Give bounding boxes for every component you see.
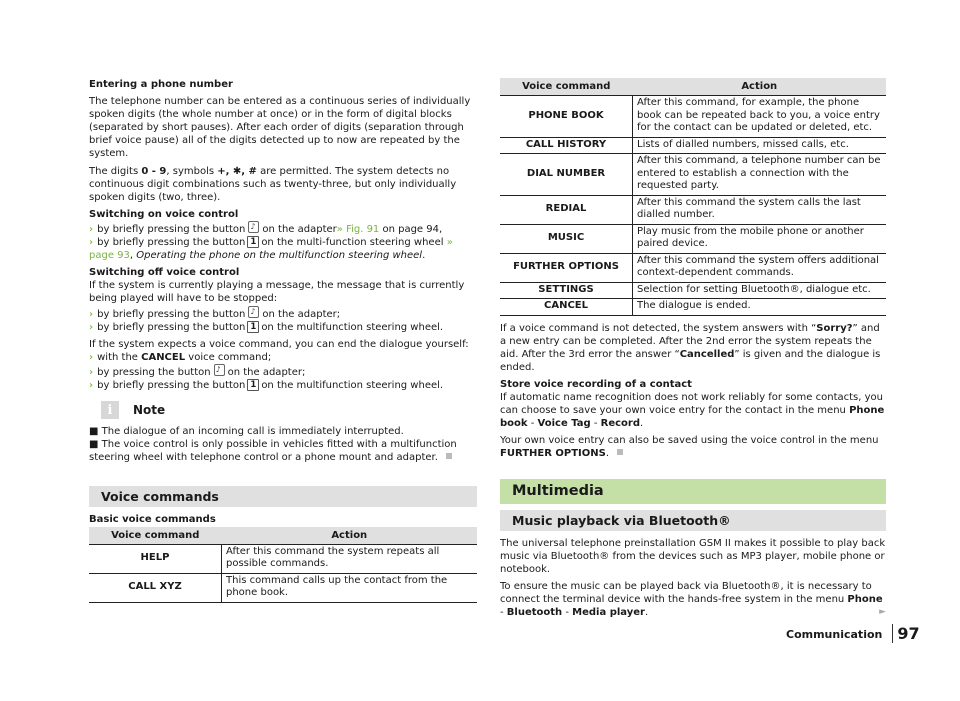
store-paragraph: If automatic name recognition does not work reliably for some contacts, you can choose to save your own voice entry for the contact in the menu Phone book - Voice Tag - Record. [500, 392, 885, 430]
footer-section-label: Communication [786, 628, 883, 641]
on-bullet-1: › by briefly pressing the button♪ on the adapter» Fig. 91 on page 94, [89, 221, 477, 236]
adapter-button-icon [248, 306, 259, 318]
basic-voice-commands-heading: Basic voice commands [89, 514, 216, 526]
table-row: CALL HISTORY Lists of dialled numbers, missed calls, etc. [500, 137, 886, 154]
off-c-bullet-3: › by briefly pressing the button 1 on the multifunction steering wheel. [89, 379, 444, 391]
left-column [89, 78, 477, 603]
note-header [89, 401, 477, 419]
note-item-2: ■ The voice control is only possible in vehicles fitted with a multifunction steering wheel with telephone control or a phone mount and adapter. [89, 439, 457, 464]
table-row: REDIAL After this command the system calls the last dialled number. [500, 195, 886, 224]
table-row: DIAL NUMBER After this command, a telephone number can be entered to establish a connection with the requested party. [500, 154, 886, 196]
end-marker-icon [446, 453, 452, 459]
table-header-command: Voice command [89, 527, 222, 545]
table-row: MUSIC Play music from the mobile phone or another paired device. [500, 224, 886, 253]
music-paragraph-2: To ensure the music can be played back via Bluetooth®, it is necessary to connect the terminal device with the hands-free system in the menu Phone - Bluetooth - Media player. ► [500, 581, 886, 619]
page-number: 97 [892, 624, 919, 643]
music-playback-bar: Music playback via Bluetooth® [500, 510, 886, 531]
fig-91-link[interactable]: » Fig. 91 [336, 223, 380, 235]
switch-on-heading: Switching on voice control [89, 208, 239, 220]
off-c-bullet-1: › with the CANCEL voice command; [89, 351, 272, 363]
continue-arrow-icon: ► [879, 607, 886, 618]
table-row: PHONE BOOK After this command, for example, the phone book can be repeated back to you, a voice entry for the contact can be updated or deleted, etc. [500, 96, 886, 138]
adapter-button-icon [214, 364, 225, 376]
end-marker-icon [617, 449, 623, 455]
key-1-icon: 1 [247, 321, 259, 333]
key-1-icon: 1 [247, 236, 259, 248]
entering-paragraph: The telephone number can be entered as a continuous series of individually spoken digits (the whole number at once) or in the form of digital blocks (separated by short pauses). After each order of digits (separation through brief voice pause) all of the digits detected up to now are repeated by the system. [89, 96, 471, 160]
page-footer [786, 624, 920, 643]
store-heading: Store voice recording of a contact [500, 378, 692, 390]
on-bullet-2: › by briefly pressing the button 1 on the multi-function steering wheel » page 93, Operating the phone on the multifunction steering wheel. [89, 237, 453, 262]
page-93-link[interactable]: » page 93 [89, 237, 453, 262]
table-row: CANCEL The dialogue is ended. [500, 299, 886, 316]
table-row: CALL XYZ This command calls up the contact from the phone book. [89, 573, 477, 602]
table-row: HELP After this command the system repeats all possible commands. [89, 544, 477, 573]
right-column [500, 78, 886, 623]
note-item-1: ■ The dialogue of an incoming call is immediately interrupted. [89, 426, 404, 438]
table-header-command: Voice command [500, 78, 633, 96]
key-1-icon: 1 [247, 379, 259, 391]
table-row: FURTHER OPTIONS After this command the system offers additional context-dependent commands. [500, 253, 886, 282]
note-title: Note [133, 402, 166, 417]
table-header-action: Action [633, 78, 887, 96]
music-paragraph-1: The universal telephone preinstallation GSM II makes it possible to play back music via Bluetooth® from the devices such as MP3 player, mobile phone or notebook. [500, 537, 886, 575]
off-paragraph-1: If the system is currently playing a message, the message that is currently being played will have to be stopped: [89, 280, 465, 305]
voice-commands-bar: Voice commands [89, 486, 477, 507]
info-icon: i [101, 401, 119, 419]
off-bullet-2: › by briefly pressing the button 1 on the multifunction steering wheel. [89, 321, 444, 333]
own-entry-paragraph: Your own voice entry can also be saved using the voice control in the menu FURTHER OPTIONS. [500, 435, 879, 460]
table-row: SETTINGS Selection for setting Bluetooth®, dialogue etc. [500, 282, 886, 299]
off-c-bullet-2: › by pressing the button♪ on the adapter; [89, 364, 477, 379]
off-bullet-1: › by briefly pressing the button♪ on the adapter; [89, 306, 477, 321]
switch-off-heading: Switching off voice control [89, 267, 240, 279]
off-paragraph-2: If the system expects a voice command, you can end the dialogue yourself: [89, 338, 469, 350]
table-header-action: Action [222, 527, 478, 545]
basic-commands-table [89, 527, 477, 603]
adapter-button-icon [248, 221, 259, 233]
not-detected-paragraph: If a voice command is not detected, the system answers with “Sorry?” and a new entry can be completed. After the 2nd error the system repeats the aid. After the 3rd error the answer “Cancelled” is given and the dialogue is ended. [500, 322, 881, 373]
multimedia-bar: Multimedia [500, 479, 886, 504]
entering-heading: Entering a phone number [89, 79, 233, 90]
digits-paragraph: The digits 0 - 9, symbols +, ✱, # are permitted. The system detects no continuous digit combinations such as twenty-three, but only individually spoken digits (two, three). [89, 165, 457, 203]
commands-table [500, 78, 886, 316]
